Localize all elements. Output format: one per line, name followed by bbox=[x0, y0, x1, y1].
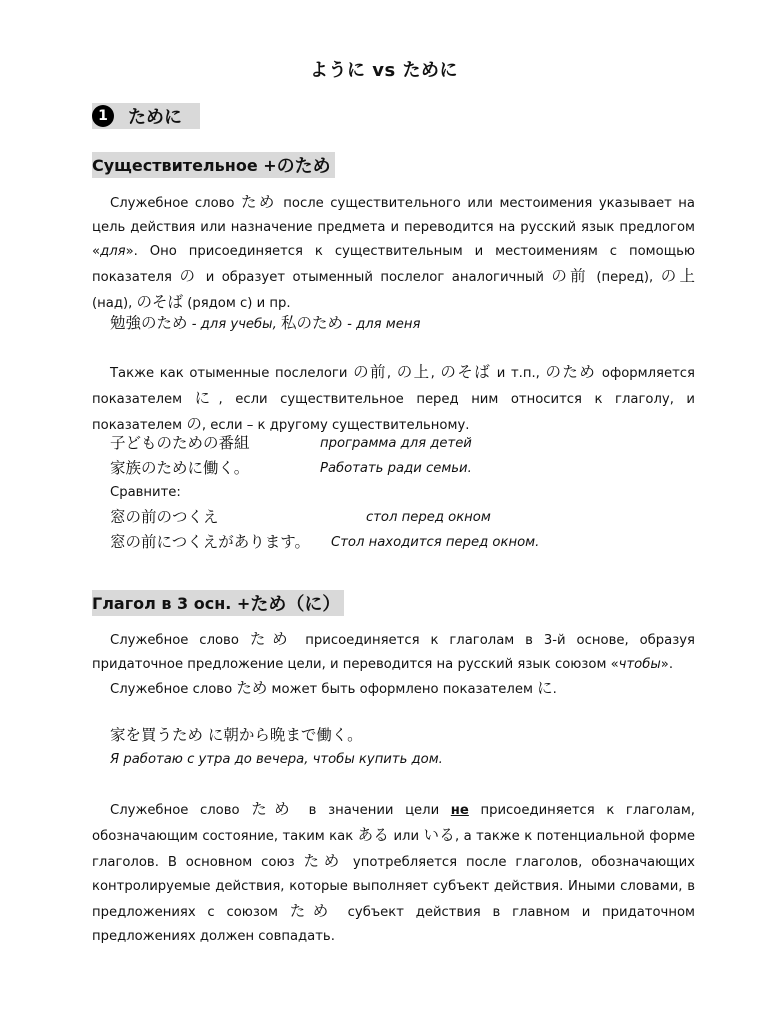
p3-italic-chtoby: чтобы bbox=[618, 657, 661, 672]
p2-jp-1: の前 bbox=[353, 363, 387, 381]
p5-text-d: или bbox=[389, 829, 424, 844]
paragraph-5 bbox=[92, 797, 695, 949]
p3-text-b: присоединяется к глаголам в 3-й основе, образуя придаточное предложение цели, и переводится на русский язык союзом « bbox=[92, 633, 695, 672]
p2-text-g: , если – к другому существительному. bbox=[201, 418, 470, 433]
p5-jp-2: ある bbox=[357, 826, 390, 844]
p5-underlined-ne: не bbox=[450, 803, 469, 818]
p1-text-a: Служебное слово bbox=[110, 196, 242, 211]
p2-jp-3: のそば bbox=[440, 363, 492, 381]
p5-text-f: употребляется после глаголов, обозначающих контролируемые действия, которые выполняет субъект действия. Иными словами, в предложениях с союзом bbox=[92, 855, 695, 920]
ex1-jp-1: 勉強のため bbox=[110, 314, 188, 332]
p1-italic-dlya: для bbox=[100, 244, 126, 259]
p5-jp-5: ため bbox=[289, 902, 336, 920]
p5-jp-4: ため bbox=[303, 852, 344, 870]
p2-text-a: Также как отыменные послелоги bbox=[110, 366, 354, 381]
p5-text-g: субъект действия в главном и придаточном предложениях должен совпадать. bbox=[92, 905, 695, 944]
p2-text-f: , если существительное перед ним относится к глаголу, и показателем bbox=[92, 392, 695, 433]
p4-text-b: может быть оформлено показателем bbox=[267, 682, 538, 697]
p1-jp-1: ため bbox=[241, 193, 277, 211]
noun-heading-jp: のため bbox=[276, 156, 331, 177]
verb-heading-text: Глагол в 3 осн. + bbox=[92, 593, 251, 613]
p1-jp-5: のそば bbox=[136, 293, 184, 311]
example-3-jp: 家族のために働く。 bbox=[110, 459, 250, 477]
example-2-jp: 子どものための番組 bbox=[110, 434, 250, 452]
p2-text-b: , bbox=[386, 366, 397, 381]
p5-jp-1: ため bbox=[251, 800, 298, 818]
paragraph-1 bbox=[92, 190, 695, 316]
example-4-jp: 窓の前のつくえ bbox=[110, 508, 219, 526]
p5-text-a: Служебное слово bbox=[110, 803, 252, 818]
p2-jp-6: の bbox=[186, 415, 202, 433]
ex1-ru-2: - для меня bbox=[342, 317, 421, 332]
noun-heading bbox=[92, 152, 335, 178]
p5-text-b: в значении цели bbox=[297, 803, 451, 818]
section-1-label: ために bbox=[128, 107, 182, 128]
ex1-jp-2: 私のため bbox=[280, 314, 343, 332]
compare-label: Сравните: bbox=[110, 485, 181, 500]
p5-jp-3: いる bbox=[423, 826, 455, 844]
p2-text-e: оформляется показателем bbox=[92, 366, 695, 407]
p1-text-c: ». Оно присоединяется к существительным и местоимениям с помощью показателя bbox=[92, 244, 695, 285]
p2-text-d: и т.п., bbox=[491, 366, 546, 381]
section-1-heading bbox=[92, 103, 200, 129]
verb-heading bbox=[92, 590, 344, 616]
p1-jp-4: の上 bbox=[660, 267, 695, 285]
p1-text-e: (перед), bbox=[588, 270, 661, 285]
example-5-jp: 窓の前につくえがあります。 bbox=[110, 533, 310, 551]
p5-text-c: присоединяется к глаголам, обозначающим состояние, таким как bbox=[92, 803, 695, 844]
p1-text-b: после существительного или местоимения указывает на цель действия или назначение предмета и переводится на русский язык предлогом « bbox=[92, 196, 695, 259]
p4-jp-1: ため bbox=[236, 679, 268, 697]
p3-text-a: Служебное слово bbox=[110, 633, 250, 648]
p3-text-c: ». bbox=[660, 657, 674, 672]
example-2-ru: программа для детей bbox=[320, 436, 472, 451]
p1-jp-2: の bbox=[179, 267, 199, 285]
p1-text-g: (рядом с) и пр. bbox=[183, 296, 291, 311]
page-title: ように vs ために bbox=[310, 60, 458, 81]
p1-text-d: и образует отыменный послелог аналогичный bbox=[198, 270, 552, 285]
p2-jp-4: のため bbox=[545, 363, 597, 381]
example-4-ru: стол перед окном bbox=[366, 510, 491, 525]
p5-text-e: , а также к потенциальной форме глаголов. В основном союз bbox=[92, 829, 695, 870]
circled-number: 1 bbox=[92, 105, 114, 127]
example-6-ru: Я работаю с утра до вечера, чтобы купить дом. bbox=[110, 752, 443, 767]
p2-jp-2: の上 bbox=[396, 363, 431, 381]
p3-jp-1: ため bbox=[249, 630, 295, 648]
p4-text-c: . bbox=[552, 682, 557, 697]
paragraph-2 bbox=[92, 360, 695, 438]
p2-text-c: , bbox=[430, 366, 441, 381]
example-5-ru: Стол находится перед окном. bbox=[331, 535, 540, 550]
paragraph-4 bbox=[110, 676, 557, 702]
verb-heading-jp: ため（に） bbox=[250, 594, 341, 615]
paragraph-3 bbox=[92, 627, 695, 677]
example-6-jp: 家を買うため に朝から晩まで働く。 bbox=[110, 726, 363, 744]
example-line-1 bbox=[110, 311, 420, 337]
p1-jp-3: の前 bbox=[551, 267, 589, 285]
p2-jp-5: に bbox=[194, 389, 219, 407]
p1-text-f: (над), bbox=[92, 296, 137, 311]
noun-heading-text: Существительное + bbox=[92, 155, 277, 175]
p4-text-a: Служебное слово bbox=[110, 682, 237, 697]
ex1-ru-1: - для учебы, bbox=[187, 317, 281, 332]
p4-jp-2: に bbox=[537, 679, 553, 697]
example-3-ru: Работать ради семьи. bbox=[320, 461, 472, 476]
